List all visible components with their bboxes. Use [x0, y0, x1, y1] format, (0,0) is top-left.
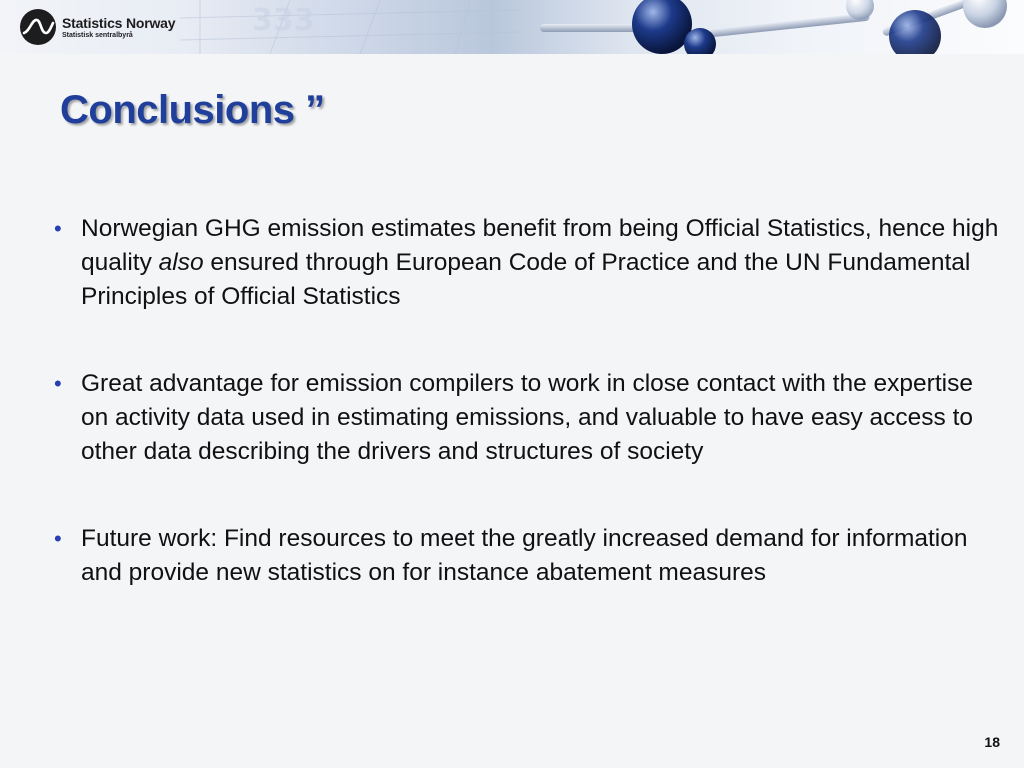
logo-subtitle: Statistisk sentralbyrå	[62, 31, 133, 39]
bullet-dot-icon: •	[54, 371, 62, 396]
bullet-text: Norwegian GHG emission estimates benefit from being Official Statistics, hence high quality also ensured through European Code of Practice and the UN Fundamental Principles of Official Statistics	[81, 215, 999, 310]
header-banner	[0, 0, 1024, 54]
bullet-text: Future work: Find resources to meet the greatly increased demand for information and provide new statistics on for instance abatement measures	[81, 525, 968, 586]
bullet-dot-icon: •	[54, 526, 62, 551]
slide-title: Conclusions ”	[60, 88, 325, 132]
bullet-item	[50, 212, 1000, 314]
bullet-list	[50, 212, 1000, 643]
bullet-dot-icon: •	[54, 216, 62, 241]
bullet-item	[50, 522, 1000, 590]
logo-name: Statistics Norway	[62, 14, 176, 31]
logo-curve-icon	[20, 9, 56, 45]
bullet-item	[50, 367, 1000, 469]
emphasis-text: also	[158, 249, 204, 276]
page-number: 18	[984, 734, 1000, 750]
bullet-text: Great advantage for emission compilers to work in close contact with the expertise on activity data used in estimating emissions, and valuable to have easy access to other data describing the drivers and structures of society	[81, 370, 974, 465]
statistics-norway-logo	[20, 8, 175, 46]
banner-digits: 333	[252, 3, 315, 38]
